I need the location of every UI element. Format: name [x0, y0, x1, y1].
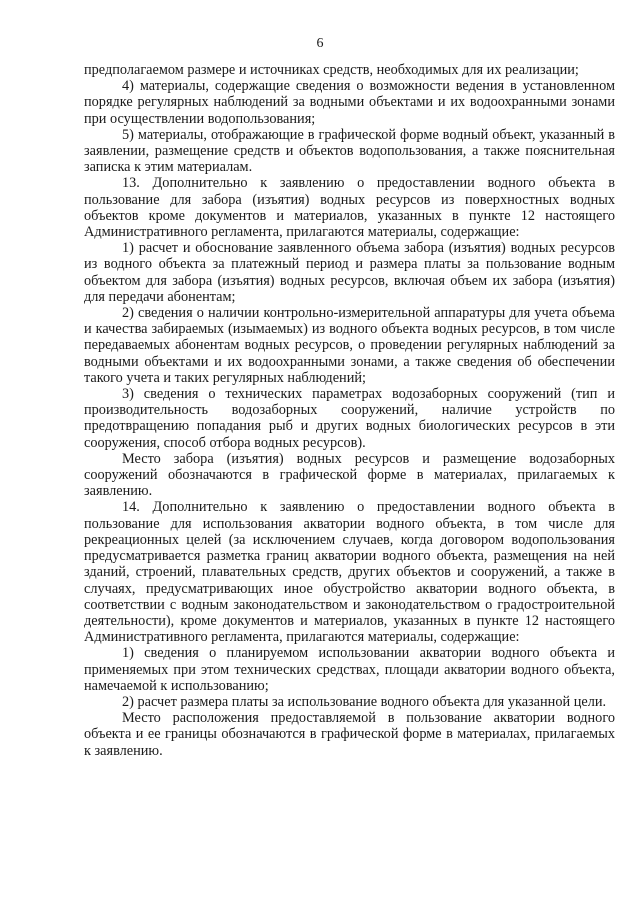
paragraph: Место расположения предоставляемой в пользование акватории водного объекта и ее границы обозначаются в графической форме в материалах, прилагаемых к заявлению. [84, 710, 615, 759]
paragraph: 1) сведения о планируемом использовании акватории водного объекта и применяемых при этом технических средствах, площади акватории водного объекта, намечаемой к использованию; [84, 645, 615, 694]
paragraph: 13. Дополнительно к заявлению о предоставлении водного объекта в пользование для забора (изъятия) водных ресурсов из поверхностных водных объектов кроме документов и материалов, указанных в пункте 12 настоящего Административного регламента, прилагаются материалы, содержащие: [84, 175, 615, 241]
document-body [84, 62, 615, 759]
paragraph: 4) материалы, содержащие сведения о возможности ведения в установленном порядке регулярных наблюдений за водными объектами и их водоохранными зонами при осуществлении водопользования; [84, 78, 615, 127]
paragraph: 14. Дополнительно к заявлению о предоставлении водного объекта в пользование для использования акватории водного объекта, в том числе для рекреационных целей (за исключением случаев, когда договором водопользования предусматривается разметка границ акватории водного объекта, размещения на ней зданий, строений, плавательных средств, других объектов и сооружений, а также в случаях, предусматривающих иное обустройство акватории водного объекта, в соответствии с водным законодательством и законодательством о градостроительной деятельности), кроме документов и материалов, указанных в пункте 12 настоящего Административного регламента, прилагаются материалы, содержащие: [84, 499, 615, 646]
paragraph: 2) сведения о наличии контрольно-измерительной аппаратуры для учета объема и качества забираемых (изымаемых) из водного объекта водных ресурсов, в том числе передаваемых абонентам водных ресурсов, о проведении регулярных наблюдений за водными объектами и их водоохранными зонами, а также сведения об обеспечении такого учета и таких регулярных наблюдений; [84, 305, 615, 386]
paragraph: 1) расчет и обоснование заявленного объема забора (изъятия) водных ресурсов из водного объекта за платежный период и размера платы за пользование водным объектом для забора (изъятия) водных ресурсов, включая объем их забора (изъятия) для передачи абонентам; [84, 240, 615, 305]
paragraph: 3) сведения о технических параметрах водозаборных сооружений (тип и производительность водозаборных сооружений, наличие устройств по предотвращению попадания рыб и других водных биологических ресурсов в эти сооружения, способ отбора водных ресурсов). [84, 386, 615, 451]
paragraph: 5) материалы, отображающие в графической форме водный объект, указанный в заявлении, размещение средств и объектов водопользования, а также пояснительная записка к этим материалам. [84, 126, 615, 176]
paragraph: Место забора (изъятия) водных ресурсов и размещение водозаборных сооружений обозначаются в графической форме в материалах, прилагаемых к заявлению. [84, 450, 615, 500]
page-number: 6 [316, 36, 324, 51]
paragraph: предполагаемом размере и источниках средств, необходимых для их реализации; [84, 62, 579, 78]
paragraph: 2) расчет размера платы за использование водного объекта для указанной цели. [122, 693, 607, 710]
